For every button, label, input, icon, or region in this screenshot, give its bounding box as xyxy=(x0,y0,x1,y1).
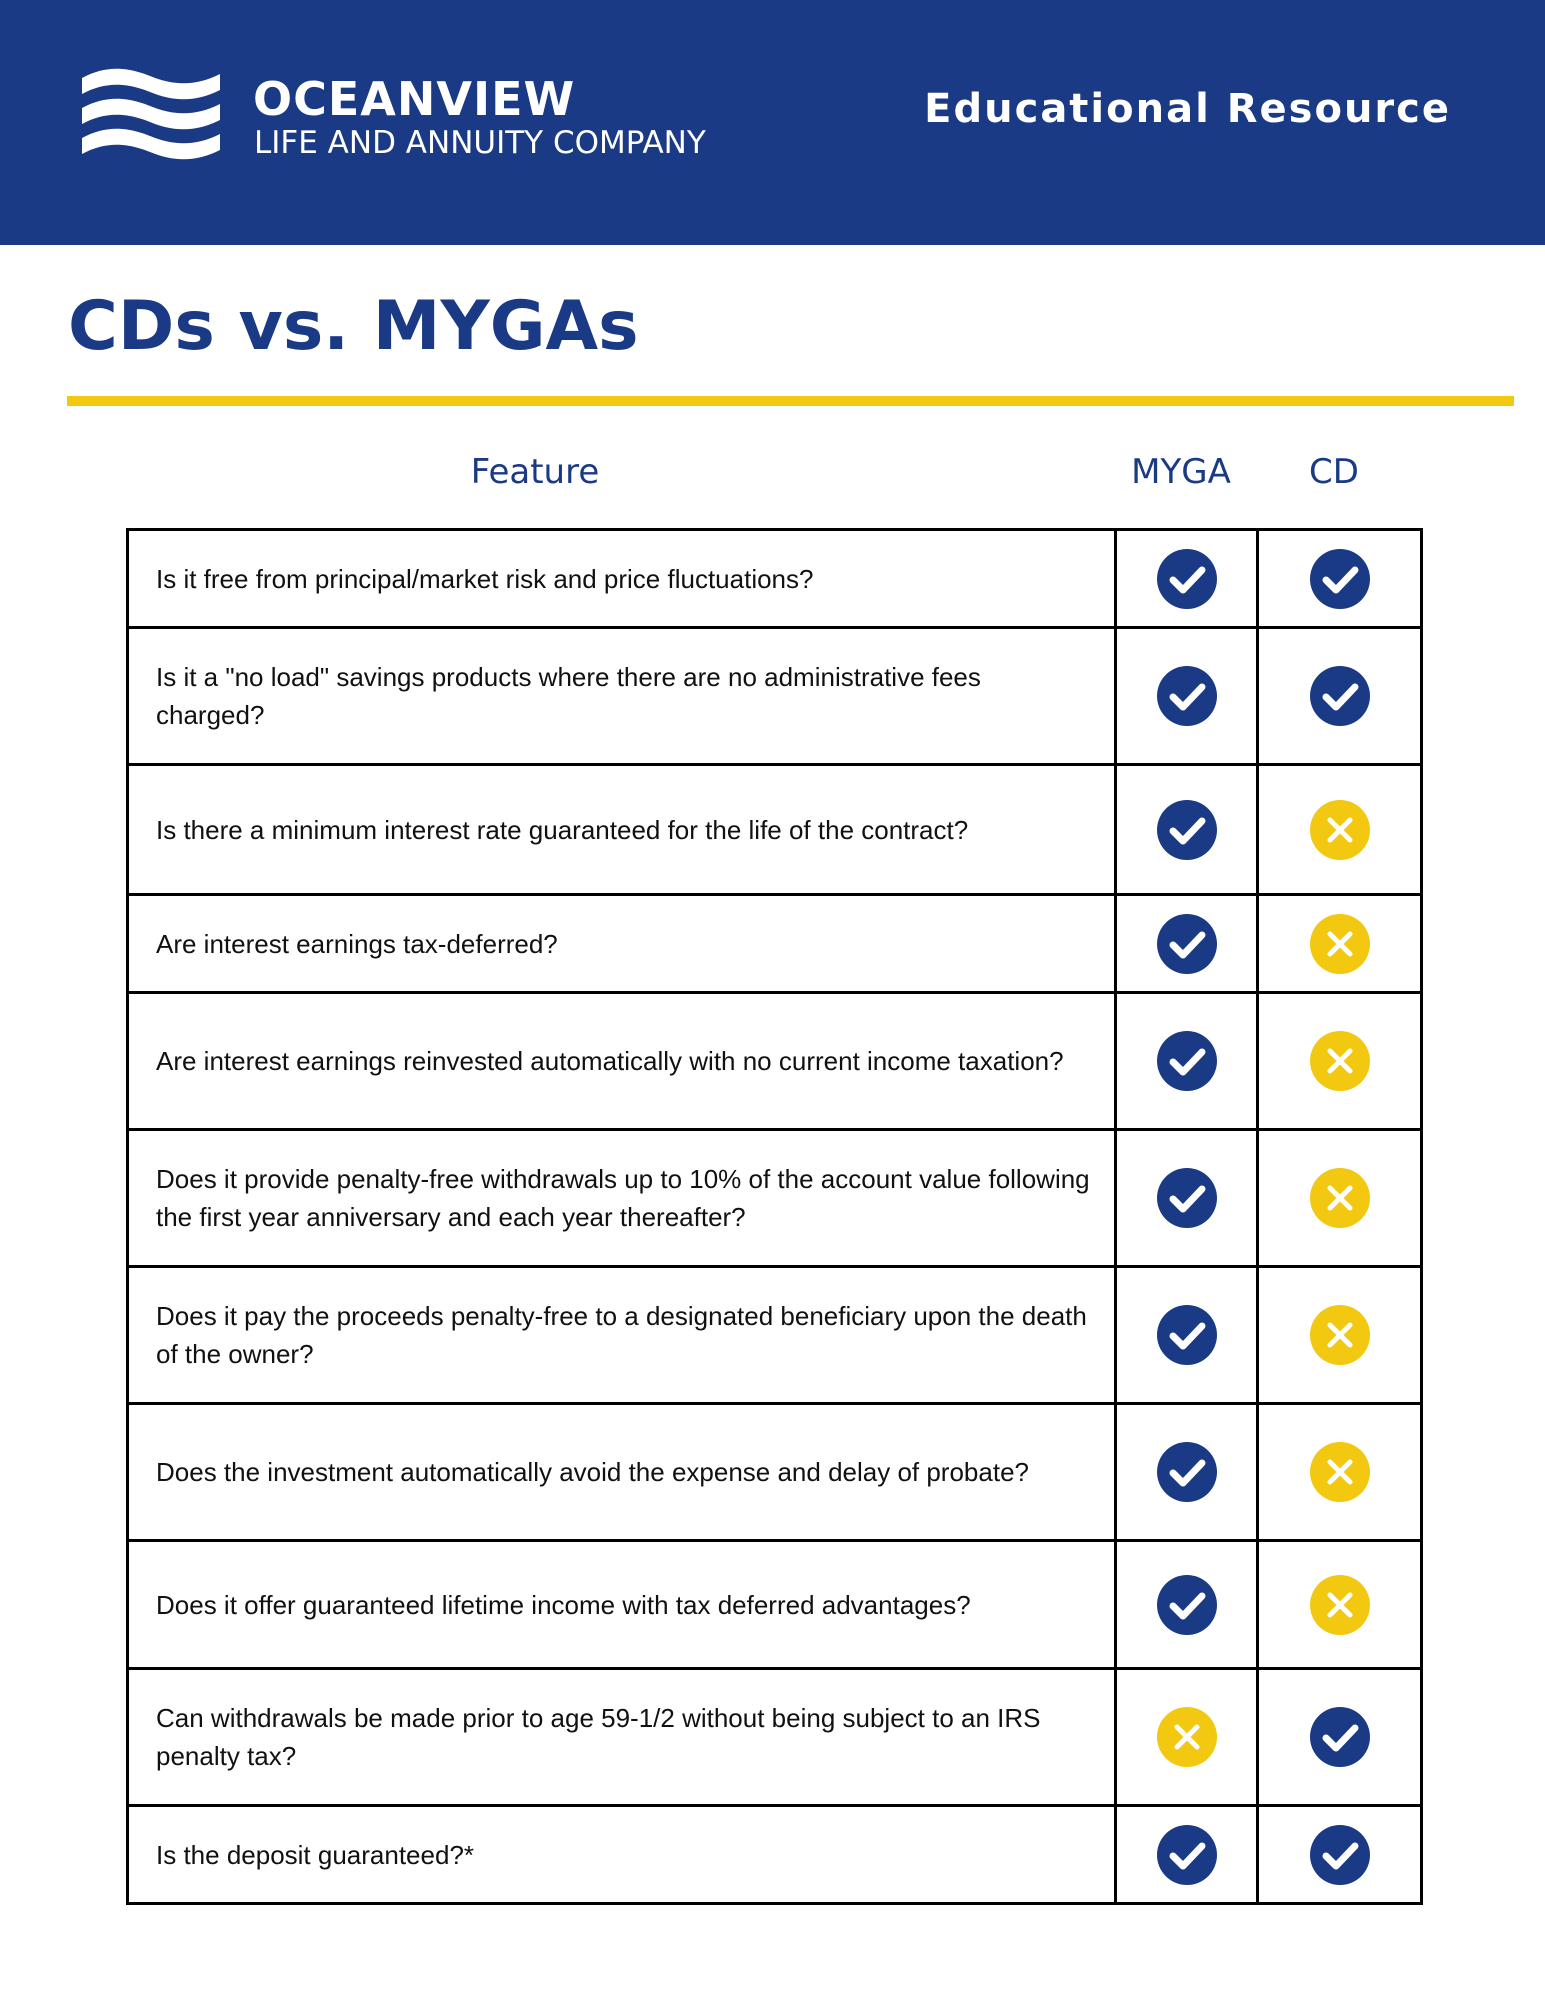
feature-question: Can withdrawals be made prior to age 59-1/2 without being subject to an IRS penalty tax? xyxy=(128,1669,1116,1806)
cd-cell xyxy=(1258,895,1422,993)
x-circle-icon xyxy=(1310,1575,1370,1635)
header-tag: Educational Resource xyxy=(924,86,1451,132)
myga-cell xyxy=(1116,530,1258,628)
myga-cell xyxy=(1116,765,1258,895)
myga-cell xyxy=(1116,993,1258,1130)
myga-cell xyxy=(1116,1806,1258,1904)
myga-cell xyxy=(1116,1669,1258,1806)
feature-question: Is there a minimum interest rate guaranteed for the life of the contract? xyxy=(128,765,1116,895)
myga-cell xyxy=(1116,1541,1258,1669)
check-circle-icon xyxy=(1157,1031,1217,1091)
myga-cell xyxy=(1116,1267,1258,1404)
check-circle-icon xyxy=(1310,1707,1370,1767)
check-circle-icon xyxy=(1157,1168,1217,1228)
feature-question: Does the investment automatically avoid the expense and delay of probate? xyxy=(128,1404,1116,1541)
table-row xyxy=(128,1267,1422,1404)
feature-question: Does it pay the proceeds penalty-free to a designated beneficiary upon the death of the owner? xyxy=(128,1267,1116,1404)
check-circle-icon xyxy=(1310,666,1370,726)
x-circle-icon xyxy=(1310,1305,1370,1365)
feature-question: Is it free from principal/market risk and price fluctuations? xyxy=(128,530,1116,628)
cd-cell xyxy=(1258,1130,1422,1267)
table-row xyxy=(128,1541,1422,1669)
cd-cell xyxy=(1258,1806,1422,1904)
table-row xyxy=(128,765,1422,895)
cd-cell xyxy=(1258,993,1422,1130)
feature-question: Are interest earnings reinvested automatically with no current income taxation? xyxy=(128,993,1116,1130)
feature-question: Are interest earnings tax-deferred? xyxy=(128,895,1116,993)
cd-cell xyxy=(1258,628,1422,765)
x-circle-icon xyxy=(1310,800,1370,860)
page-title: CDs vs. MYGAs xyxy=(68,287,639,366)
table-row xyxy=(128,1669,1422,1806)
check-circle-icon xyxy=(1157,1442,1217,1502)
table-row xyxy=(128,993,1422,1130)
myga-cell xyxy=(1116,1130,1258,1267)
comparison-table xyxy=(126,528,1423,1905)
brand-name: OCEANVIEW xyxy=(253,72,576,126)
myga-cell xyxy=(1116,1404,1258,1541)
title-divider xyxy=(67,396,1514,406)
feature-question: Is it a "no load" savings products where there are no administrative fees charged? xyxy=(128,628,1116,765)
x-circle-icon xyxy=(1310,1442,1370,1502)
check-circle-icon xyxy=(1157,800,1217,860)
myga-cell xyxy=(1116,895,1258,993)
check-circle-icon xyxy=(1157,549,1217,609)
cd-cell xyxy=(1258,1541,1422,1669)
cd-cell xyxy=(1258,765,1422,895)
feature-question: Is the deposit guaranteed?* xyxy=(128,1806,1116,1904)
brand-subtitle: LIFE AND ANNUITY COMPANY xyxy=(254,125,706,161)
check-circle-icon xyxy=(1157,1825,1217,1885)
x-circle-icon xyxy=(1310,1031,1370,1091)
column-header-cd: CD xyxy=(1309,452,1359,492)
cd-cell xyxy=(1258,1669,1422,1806)
feature-question: Does it offer guaranteed lifetime income with tax deferred advantages? xyxy=(128,1541,1116,1669)
x-circle-icon xyxy=(1157,1707,1217,1767)
table-row xyxy=(128,895,1422,993)
column-header-feature: Feature xyxy=(470,452,600,492)
table-row xyxy=(128,1130,1422,1267)
feature-question: Does it provide penalty-free withdrawals up to 10% of the account value following the first year anniversary and each year thereafter? xyxy=(128,1130,1116,1267)
x-circle-icon xyxy=(1310,914,1370,974)
check-circle-icon xyxy=(1310,1825,1370,1885)
table-row xyxy=(128,628,1422,765)
cd-cell xyxy=(1258,530,1422,628)
cd-cell xyxy=(1258,1404,1422,1541)
myga-cell xyxy=(1116,628,1258,765)
waves-logo-icon xyxy=(78,64,224,166)
cd-cell xyxy=(1258,1267,1422,1404)
check-circle-icon xyxy=(1310,549,1370,609)
table-row xyxy=(128,1806,1422,1904)
check-circle-icon xyxy=(1157,914,1217,974)
check-circle-icon xyxy=(1157,1575,1217,1635)
check-circle-icon xyxy=(1157,1305,1217,1365)
table-row xyxy=(128,1404,1422,1541)
table-row xyxy=(128,530,1422,628)
column-header-myga: MYGA xyxy=(1131,452,1231,492)
header-banner xyxy=(0,0,1545,245)
x-circle-icon xyxy=(1310,1168,1370,1228)
check-circle-icon xyxy=(1157,666,1217,726)
